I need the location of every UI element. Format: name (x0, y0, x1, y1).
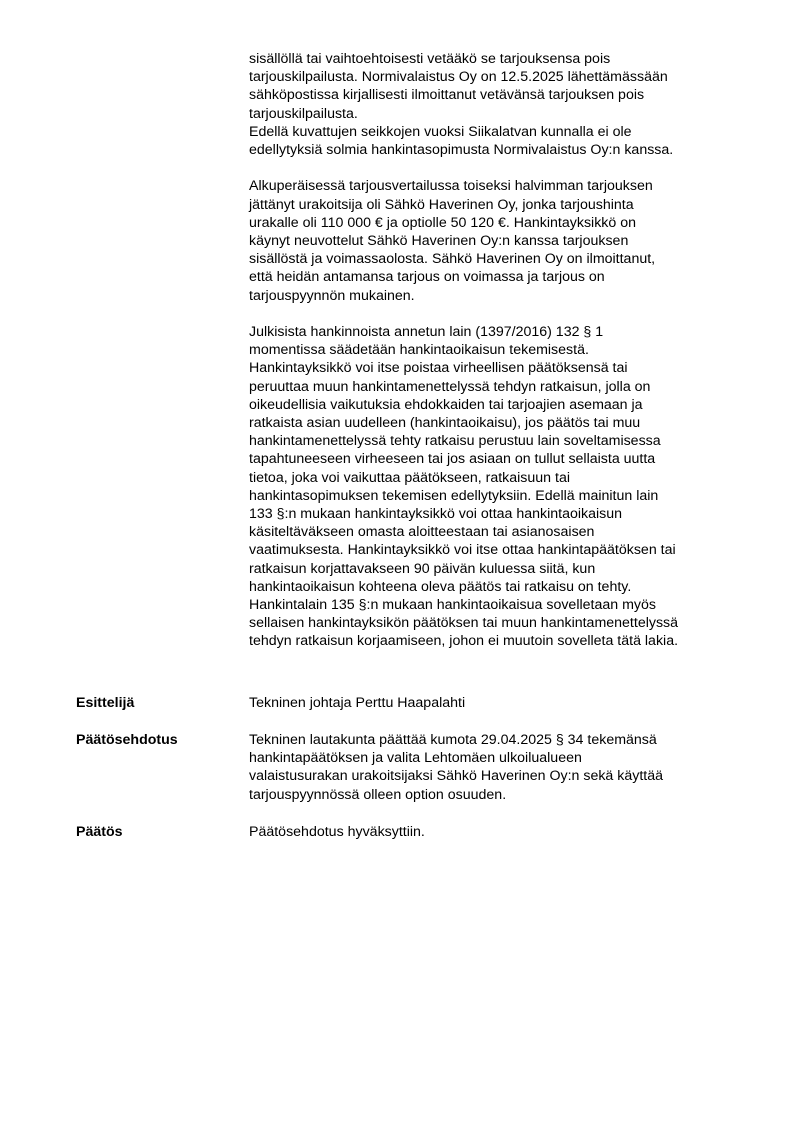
text-line: ratkaista asian uudelleen (hankintaoikaisu), jos päätös tai muu (249, 415, 641, 432)
text-line: vaatimuksesta. Hankintayksikkö voi itse ottaa hankintapäätöksen tai (249, 542, 676, 559)
text-line: sähköpostissa kirjallisesti ilmoittanut vetävänsä tarjouksen pois (249, 87, 645, 104)
text-line: hankintapäätöksen ja valita Lehtomäen ulkoilualueen (249, 750, 582, 767)
field-label-paatos: Päätös (76, 824, 123, 840)
text-line: edellytyksiä solmia hankintasopimusta Normivalaistus Oy:n kanssa. (249, 142, 674, 159)
text-line: urakalle oli 110 000 € ja optiolle 50 120 €. Hankintayksikkö on (249, 214, 636, 231)
field-label-esittelija: Esittelijä (76, 695, 135, 711)
document-body (249, 50, 749, 651)
paragraph-legal-basis (249, 323, 749, 651)
text-line: Päätösehdotus hyväksyttiin. (249, 824, 425, 840)
text-line: peruuttaa muun hankintamenettelyssä tehdyn ratkaisun, jolla on (249, 378, 651, 395)
text-line: momentissa säädetään hankintaoikaisun tekemisestä. (249, 342, 589, 359)
text-line: Tekninen johtaja Perttu Haapalahti (249, 695, 466, 711)
text-line: tehdyn ratkaisun korjaamiseen, johon ei muutoin sovelleta tätä lakia. (249, 633, 679, 650)
text-line: sisällöstä ja voimassaolosta. Sähkö Haverinen Oy on ilmoittanut, (249, 251, 656, 268)
text-line: hankintaoikaisun kohteena oleva päätös tai ratkaisu on tehty. (249, 578, 632, 595)
text-line: Hankintayksikkö voi itse poistaa virheellisen päätöksensä tai (249, 360, 628, 377)
field-value-esittelija (249, 694, 465, 712)
text-line: jättänyt urakoitsija oli Sähkö Haverinen Oy, jonka tarjoushinta (249, 196, 634, 213)
text-line: ratkaisun korjattavakseen 90 päivän kuluessa siitä, kun (249, 560, 596, 577)
field-value-paatosehdotus (249, 731, 663, 804)
text-line: tarjouskilpailusta. (249, 105, 358, 122)
text-line: käsiteltäväkseen omasta aloitteestaan tai asianosaisen (249, 524, 595, 541)
text-line: hankintasopimuksen tekemisen edellytyksiin. Edellä mainitun lain (249, 487, 659, 504)
text-line: tarjouspyynnössä olleen option osuuden. (249, 786, 507, 803)
text-line: tarjouspyynnön mukainen. (249, 287, 415, 304)
text-line: tietoa, joka voi vaikuttaa päätökseen, ratkaisuun tai (249, 469, 570, 486)
text-line: Hankintalain 135 §:n mukaan hankintaoikaisua sovelletaan myös (249, 597, 656, 614)
field-value-paatos (249, 823, 425, 841)
paragraph-second-lowest-bid (249, 177, 749, 304)
paragraph-tender-withdrawal (249, 50, 749, 159)
text-line: Tekninen lautakunta päättää kumota 29.04.2025 § 34 tekemänsä (249, 732, 657, 748)
text-line: sellaisen hankintayksikön päätöksen tai muun hankintamenettelyssä (249, 615, 679, 632)
text-line: hankintamenettelyssä tehty ratkaisu perustuu lain soveltamisessa (249, 433, 661, 450)
text-line: oikeudellisia vaikutuksia ehdokkaiden tai tarjoajien asemaan ja (249, 396, 643, 413)
text-line: valaistusurakan urakoitsijaksi Sähkö Haverinen Oy:n sekä käyttää (249, 768, 664, 785)
text-line: sisällöllä tai vaihtoehtoisesti vetääkö se tarjouksensa pois (249, 51, 611, 67)
text-line: että heidän antamansa tarjous on voimassa ja tarjous on (249, 269, 605, 286)
text-line: tarjouskilpailusta. Normivalaistus Oy on 12.5.2025 lähettämässään (249, 69, 668, 86)
text-line: Julkisista hankinnoista annetun lain (1397/2016) 132 § 1 (249, 324, 604, 341)
text-line: Edellä kuvattujen seikkojen vuoksi Siikalatvan kunnalla ei ole (249, 123, 632, 140)
text-line: 133 §:n mukaan hankintayksikkö voi ottaa hankintaoikaisun (249, 506, 623, 523)
field-label-paatosehdotus: Päätösehdotus (76, 732, 178, 748)
text-line: tapahtuneeseen virheeseen tai jos asiaan on tullut sellaista uutta (249, 451, 656, 468)
text-line: käynyt neuvottelut Sähkö Haverinen Oy:n kanssa tarjouksen (249, 233, 629, 250)
text-line: Alkuperäisessä tarjousvertailussa toiseksi halvimman tarjouksen (249, 178, 653, 195)
